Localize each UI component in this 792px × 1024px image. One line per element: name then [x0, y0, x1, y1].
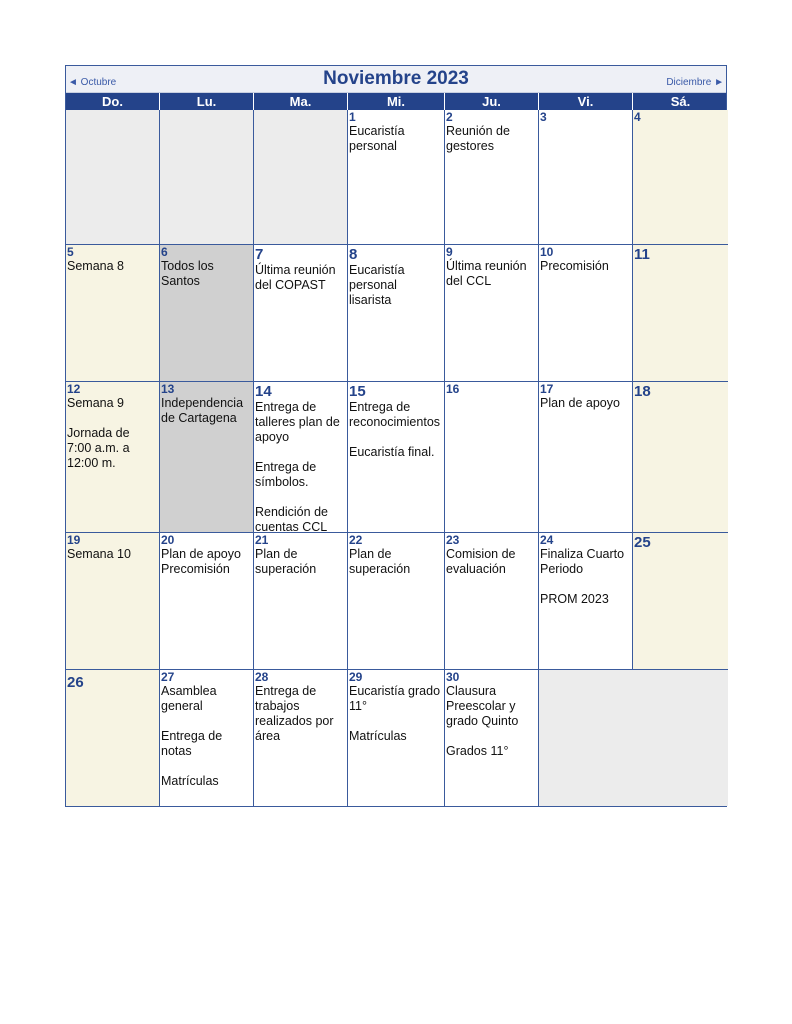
- day-event: Entrega de reconocimientos: [349, 400, 441, 429]
- day-cell-14[interactable]: [254, 382, 348, 533]
- day-event: Entrega de notas: [161, 729, 223, 758]
- day-cell-3[interactable]: [539, 110, 633, 245]
- day-event: Semana 8: [67, 259, 124, 273]
- empty-day-cell: [254, 110, 348, 245]
- day-cell-13[interactable]: [160, 382, 254, 533]
- day-event: Semana 9: [67, 396, 124, 410]
- day-number: 25: [634, 534, 651, 551]
- day-cell-12[interactable]: [66, 382, 160, 533]
- day-event: Eucaristía grado 11°: [349, 684, 441, 713]
- day-number: 24: [540, 533, 554, 547]
- day-event: Clausura Preescolar y grado Quinto: [446, 684, 519, 728]
- day-number: 10: [540, 245, 554, 259]
- day-number: 8: [349, 246, 358, 263]
- day-number: 13: [161, 382, 175, 396]
- day-event: Última reunión del CCL: [446, 259, 527, 288]
- weekday-saturday: Sá.: [670, 94, 691, 109]
- day-number: 6: [161, 245, 168, 259]
- day-number: 11: [634, 246, 650, 263]
- day-cell-19[interactable]: [66, 533, 160, 670]
- day-cell-23[interactable]: [445, 533, 539, 670]
- day-cell-1[interactable]: [348, 110, 445, 245]
- day-number: 15: [349, 383, 366, 400]
- day-event: Semana 10: [67, 547, 131, 561]
- day-event: Asamblea general: [161, 684, 217, 713]
- day-cell-21[interactable]: [254, 533, 348, 670]
- prev-month-link[interactable]: ◄ Octubre: [68, 77, 117, 88]
- day-number: 3: [540, 110, 547, 124]
- day-event: Todos los Santos: [161, 259, 214, 288]
- day-cell-24[interactable]: [539, 533, 633, 670]
- day-event: Última reunión del COPAST: [255, 263, 336, 292]
- day-event: Plan de superación: [255, 547, 317, 576]
- day-cell-22[interactable]: [348, 533, 445, 670]
- day-number: 30: [446, 670, 460, 684]
- day-event: Entrega de símbolos.: [255, 460, 317, 489]
- day-number: 5: [67, 245, 74, 259]
- day-event: Eucaristía final.: [349, 445, 435, 459]
- day-event: Finaliza Cuarto Periodo: [540, 547, 625, 576]
- empty-day-cell: [539, 670, 728, 806]
- day-event: PROM 2023: [540, 592, 609, 606]
- day-event: Plan de superación: [349, 547, 411, 576]
- day-cell-26[interactable]: [66, 670, 160, 806]
- day-number: 20: [161, 533, 175, 547]
- day-event: Entrega de talleres plan de apoyo: [255, 400, 340, 444]
- day-cell-8[interactable]: [348, 245, 445, 382]
- day-event: Plan de apoyo: [540, 396, 620, 410]
- day-number: 9: [446, 245, 453, 259]
- day-number: 29: [349, 670, 363, 684]
- day-cell-4[interactable]: [633, 110, 728, 245]
- day-cell-16[interactable]: [445, 382, 539, 533]
- day-event: Grados 11°: [446, 744, 509, 758]
- day-event: Plan de apoyo Precomisión: [161, 547, 241, 576]
- day-event: Precomisión: [540, 259, 609, 273]
- day-number: 21: [255, 533, 269, 547]
- day-cell-28[interactable]: [254, 670, 348, 806]
- day-number: 27: [161, 670, 175, 684]
- day-number: 2: [446, 110, 453, 124]
- day-number: 18: [634, 383, 651, 400]
- weekday-header-row: [66, 93, 726, 110]
- day-cell-9[interactable]: [445, 245, 539, 382]
- day-event: Eucaristía personal lisarista: [349, 263, 405, 307]
- weekday-wednesday: Mi.: [348, 93, 445, 110]
- day-cell-11[interactable]: [633, 245, 728, 382]
- day-number: 7: [255, 246, 264, 263]
- empty-day-cell: [66, 110, 160, 245]
- weekday-tuesday: Ma.: [254, 93, 348, 110]
- weekday-sunday: Do.: [66, 93, 160, 110]
- day-cell-15[interactable]: [348, 382, 445, 533]
- day-cell-2[interactable]: [445, 110, 539, 245]
- weekday-monday: Lu.: [160, 93, 254, 110]
- day-number: 23: [446, 533, 460, 547]
- day-event: Reunión de gestores: [446, 124, 510, 153]
- day-cell-6[interactable]: [160, 245, 254, 382]
- day-number: 19: [67, 533, 81, 547]
- calendar-grid: [66, 110, 726, 806]
- month-title: Noviembre 2023: [323, 68, 469, 89]
- day-number: 1: [349, 110, 356, 124]
- day-number: 22: [349, 533, 363, 547]
- day-cell-27[interactable]: [160, 670, 254, 806]
- day-event: Comision de evaluación: [446, 547, 516, 576]
- day-event: Matrículas: [161, 774, 219, 788]
- day-event: Jornada de 7:00 a.m. a 12:00 m.: [67, 426, 130, 470]
- day-number: 4: [634, 110, 641, 124]
- day-cell-29[interactable]: [348, 670, 445, 806]
- weekday-thursday: Ju.: [445, 93, 539, 110]
- day-number: 12: [67, 382, 81, 396]
- day-event: Rendición de cuentas CCL: [255, 505, 328, 533]
- day-event: Matrículas: [349, 729, 407, 743]
- day-number: 17: [540, 382, 554, 396]
- day-number: 14: [255, 383, 272, 400]
- day-cell-20[interactable]: [160, 533, 254, 670]
- day-number: 26: [67, 674, 84, 691]
- day-cell-30[interactable]: [445, 670, 539, 806]
- day-number: 16: [446, 382, 460, 396]
- weekday-friday: Vi.: [539, 93, 633, 110]
- day-cell-7[interactable]: [254, 245, 348, 382]
- day-event: Entrega de trabajos realizados por área: [255, 684, 334, 743]
- day-cell-17[interactable]: [539, 382, 633, 533]
- day-cell-5[interactable]: [66, 245, 160, 382]
- empty-day-cell: [160, 110, 254, 245]
- day-cell-18[interactable]: [633, 382, 728, 533]
- day-event: Eucaristía personal: [349, 124, 405, 153]
- calendar-header: [66, 66, 726, 93]
- calendar: [65, 65, 727, 807]
- day-number: 28: [255, 670, 269, 684]
- day-cell-10[interactable]: [539, 245, 633, 382]
- day-event: Independencia de Cartagena: [161, 396, 244, 425]
- day-cell-25[interactable]: [633, 533, 728, 670]
- next-month-link[interactable]: Diciembre ►: [666, 77, 724, 88]
